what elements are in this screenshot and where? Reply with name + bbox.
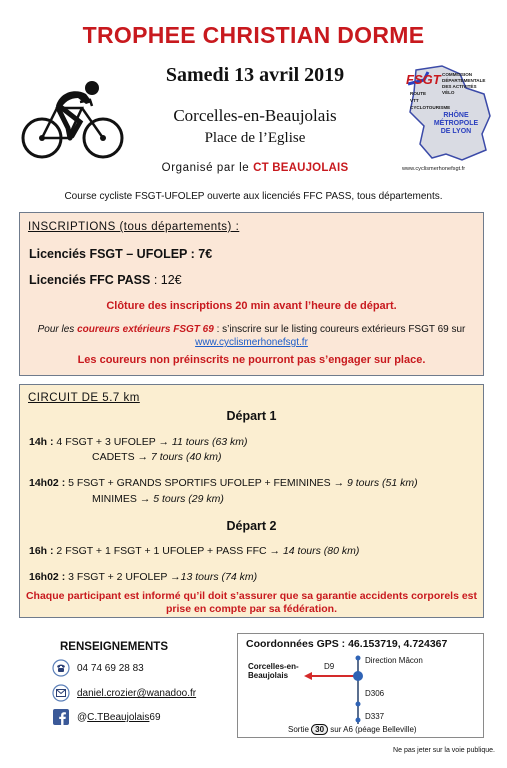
motorway-exit-label: Sortie 30 sur A6 (péage Belleville) <box>288 725 417 734</box>
insurance-notice: Chaque participant est informé qu’il doit s’assurer que sa garantie accidents corporels est prise en compte par sa fédération. <box>25 590 478 615</box>
depart-2-title: Départ 2 <box>226 519 277 533</box>
schedule-row: CADETS → 7 tours (40 km) <box>92 451 222 463</box>
page-title: TROPHEE CHRISTIAN DORME <box>82 22 425 48</box>
road-label-d337: D337 <box>365 712 385 721</box>
logo-url: www.cyclismerhonefsgt.fr <box>402 166 466 172</box>
fee-ffc-pass: Licenciés FFC PASS : 12€ <box>29 273 182 287</box>
roundabout-marker <box>353 671 363 681</box>
phone-icon <box>52 659 70 677</box>
junction-dot <box>356 718 361 723</box>
road-label-d9: D9 <box>324 662 335 671</box>
arrow-right-icon: → <box>269 545 281 557</box>
facebook-handle[interactable]: @C.TBeaujolais69 <box>77 712 161 723</box>
event-date: Samedi 13 avril 2019 <box>165 64 345 86</box>
schedule-row: MINIMES → 5 tours (29 km) <box>92 493 224 505</box>
logo-brand: FSGT <box>406 72 441 87</box>
inscriptions-box <box>19 212 484 376</box>
junction-dot <box>356 656 361 661</box>
arrow-right-icon: → <box>158 436 169 448</box>
logo-tags: ROUTE VTT CYCLOTOURISME <box>410 91 451 110</box>
directions-map <box>237 633 484 738</box>
arrow-right-icon: → <box>139 493 151 505</box>
circuit-box <box>19 384 484 618</box>
schedule-row: 14h02 : 5 FSGT + GRANDS SPORTIFS UFOLEP + FEMININES → 9 tours (51 km) <box>29 477 418 489</box>
junction-dot <box>356 702 361 707</box>
fee-fsgt-ufolep: Licenciés FSGT – UFOLEP : 7€ <box>29 247 213 261</box>
direction-label: Direction Mâcon <box>365 656 423 665</box>
logo-commission: COMMISSION DÉPARTEMENTALE DES ACTIVITÉS VÉLO <box>442 72 486 95</box>
external-riders-notice: Pour les coureurs extérieurs FSGT 69 : s’inscrire sur le listing coureurs extérieurs FSGT 69 sur www.cyclismerhonefsgt.fr <box>37 324 466 348</box>
event-place: Place de l’Eglise <box>204 130 306 146</box>
phone-number: 04 74 69 28 83 <box>77 663 144 674</box>
inscriptions-heading: INSCRIPTIONS (tous départements) : <box>28 221 240 233</box>
arrow-right-icon: → <box>137 451 149 463</box>
organizer-name: CT BEAUJOLAIS <box>253 162 349 174</box>
circuit-heading: CIRCUIT DE 5.7 km <box>28 392 140 404</box>
footnote: Ne pas jeter sur la voie publique. <box>393 747 495 754</box>
town-label: Corcelles-en- Beaujolais <box>248 662 299 680</box>
website-link[interactable]: www.cyclismerhonefsgt.fr <box>195 337 308 348</box>
road-label-d306: D306 <box>365 689 385 698</box>
preregistration-warning: Les coureurs non préinscrits ne pourront pas s’engager sur place. <box>77 354 426 366</box>
race-description: Course cycliste FSGT-UFOLEP ouverte aux licenciés FFC PASS, tous départements. <box>64 191 443 202</box>
cyclist-illustration <box>20 72 125 164</box>
contacts-title: RENSEIGNEMENTS <box>60 641 168 653</box>
logo-region: RHÔNE MÉTROPOLE DE LYON <box>433 112 479 135</box>
schedule-row: 16h02 : 3 FSGT + 2 UFOLEP →13 tours (74 km) <box>29 571 258 583</box>
organizer: Organisé par le CT BEAUJOLAIS <box>161 162 349 174</box>
email-link[interactable]: daniel.crozier@wanadoo.fr <box>77 688 197 699</box>
fsgt-logo <box>402 64 498 174</box>
facebook-icon <box>53 709 69 725</box>
event-city: Corcelles-en-Beaujolais <box>173 106 337 125</box>
arrow-right-icon: → <box>170 571 181 583</box>
email-icon <box>52 684 70 702</box>
road-map <box>238 634 483 737</box>
gps-coordinates: Coordonnées GPS : 46.153719, 4.724367 <box>246 638 448 650</box>
closing-notice: Clôture des inscriptions 20 min avant l’heure de départ. <box>106 300 397 312</box>
arrow-left-icon <box>304 672 312 680</box>
arrow-right-icon: → <box>333 477 345 489</box>
schedule-row: 16h : 2 FSGT + 1 FSGT + 1 UFOLEP + PASS FFC → 14 tours (80 km) <box>29 545 360 557</box>
schedule-row: 14h : 4 FSGT + 3 UFOLEP → 11 tours (63 km) <box>29 436 248 448</box>
exit-number-badge: 30 <box>311 724 328 735</box>
depart-1-title: Départ 1 <box>226 409 277 423</box>
